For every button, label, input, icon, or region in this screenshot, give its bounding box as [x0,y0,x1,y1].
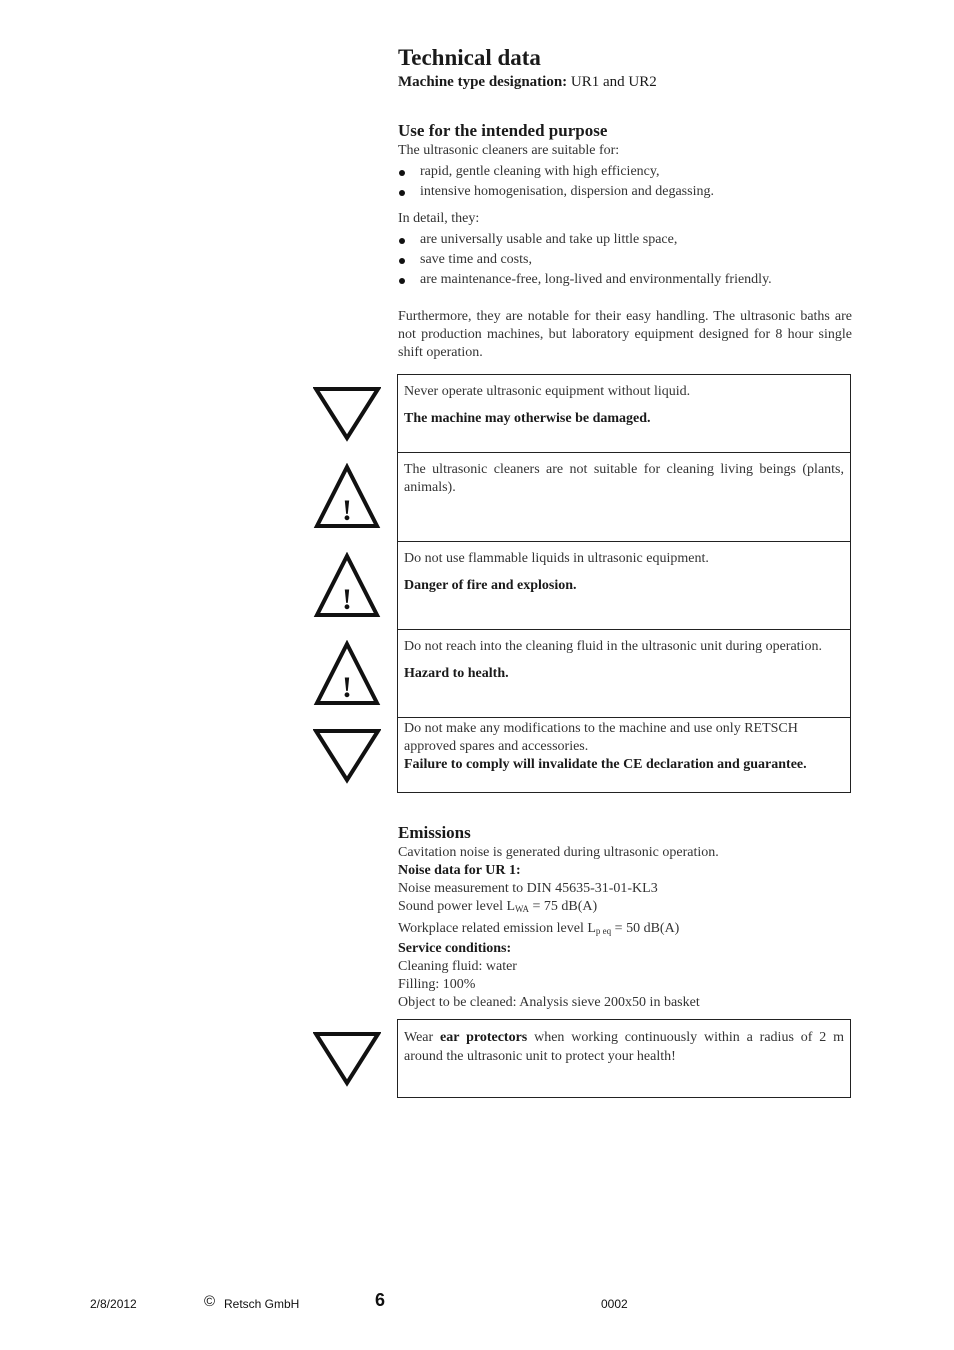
warning-text: Do not reach into the cleaning fluid in the ultrasonic unit during operation. [404,639,822,654]
warning-text: Do not use flammable liquids in ultrasonic equipment. [404,551,709,566]
warning-box [397,452,851,542]
machine-type [398,72,852,92]
page-footer [0,1292,954,1316]
attention-triangle-icon [313,1031,381,1087]
attention-triangle-icon [313,728,381,784]
cleaning-fluid: Cleaning fluid: water [398,959,517,974]
copyright-icon: © [204,1293,216,1310]
workplace-emission-level [398,920,852,940]
detail-intro: In detail, they: [398,211,480,226]
warning-exclamation-icon [313,552,381,618]
filling: Filling: 100% [398,977,476,992]
service-heading: Service conditions: [398,941,512,956]
warning-text: Do not make any modifications to the machine and use only RETSCH approved spares and accessories. [404,721,798,754]
intended-heading: Use for the intended purpose [398,121,608,140]
warning-emphasis: Failure to comply will invalidate the CE declaration and guarantee. [404,757,807,772]
attention-triangle-icon [313,386,381,442]
workplace-subscript: p eq [595,926,612,936]
ear-protection-warning-box [397,1019,851,1098]
warning-box [397,717,851,793]
list-item: rapid, gentle cleaning with high efficiency, [398,162,852,182]
ear-protectors-emphasis: ear protectors [440,1030,528,1045]
footer-company: Retsch GmbH [224,1297,300,1311]
footer-code: 0002 [601,1297,628,1311]
workplace-value: = 50 dB(A) [611,921,680,936]
detail-list [398,230,852,290]
intended-list [398,162,852,202]
page-number: 6 [375,1290,386,1310]
workplace-label: Workplace related emission level L [398,921,596,936]
list-item: are universally usable and take up little space, [398,230,852,250]
sound-power-level [398,898,852,918]
warning-text: Never operate ultrasonic equipment without liquid. [404,384,691,399]
emissions-section [398,822,852,1012]
machine-type-label: Machine type designation: [398,74,568,90]
warning-exclamation-icon [313,463,381,529]
sound-power-subscript: WA [515,904,530,914]
warning-emphasis: The machine may otherwise be damaged. [404,411,651,426]
noise-measurement: Noise measurement to DIN 45635-31-01-KL3 [398,881,658,896]
list-item: intensive homogenisation, dispersion and degassing. [398,182,852,202]
warning-box [397,374,851,453]
warning-emphasis: Danger of fire and explosion. [404,578,577,593]
main-content [398,44,852,362]
warning-exclamation-icon [313,640,381,706]
warning-box [397,541,851,630]
ear-warning-pre: Wear [404,1030,441,1045]
noise-heading: Noise data for UR 1: [398,863,521,878]
ear-warning-post: when working continuously within a radius of 2 m around the ultrasonic unit to protect your health! [404,1030,845,1064]
machine-type-value: UR1 and UR2 [567,74,657,90]
warning-text: The ultrasonic cleaners are not suitable for cleaning living beings (plants, animals). [404,462,844,495]
svg-text:!: ! [342,583,352,616]
emissions-line: Cavitation noise is generated during ultrasonic operation. [398,845,719,860]
warning-emphasis: Hazard to health. [404,666,509,681]
page-title: Technical data [398,45,541,70]
sound-power-value: = 75 dB(A) [529,899,598,914]
furthermore-paragraph: Furthermore, they are notable for their easy handling. The ultrasonic baths are not production machines, but laboratory equipment designed for 8 hour single shift operation. [398,309,852,360]
list-item: save time and costs, [398,250,852,270]
svg-text:!: ! [342,494,352,527]
cleaned-object: Object to be cleaned: Analysis sieve 200x50 in basket [398,995,700,1010]
list-item: are maintenance-free, long-lived and environmentally friendly. [398,270,852,290]
footer-date: 2/8/2012 [90,1297,137,1311]
emissions-heading: Emissions [398,823,471,842]
sound-power-label: Sound power level L [398,899,516,914]
ear-warning-text [404,1028,844,1066]
warning-box [397,629,851,718]
svg-text:!: ! [342,671,352,704]
intended-intro: The ultrasonic cleaners are suitable for: [398,143,620,158]
